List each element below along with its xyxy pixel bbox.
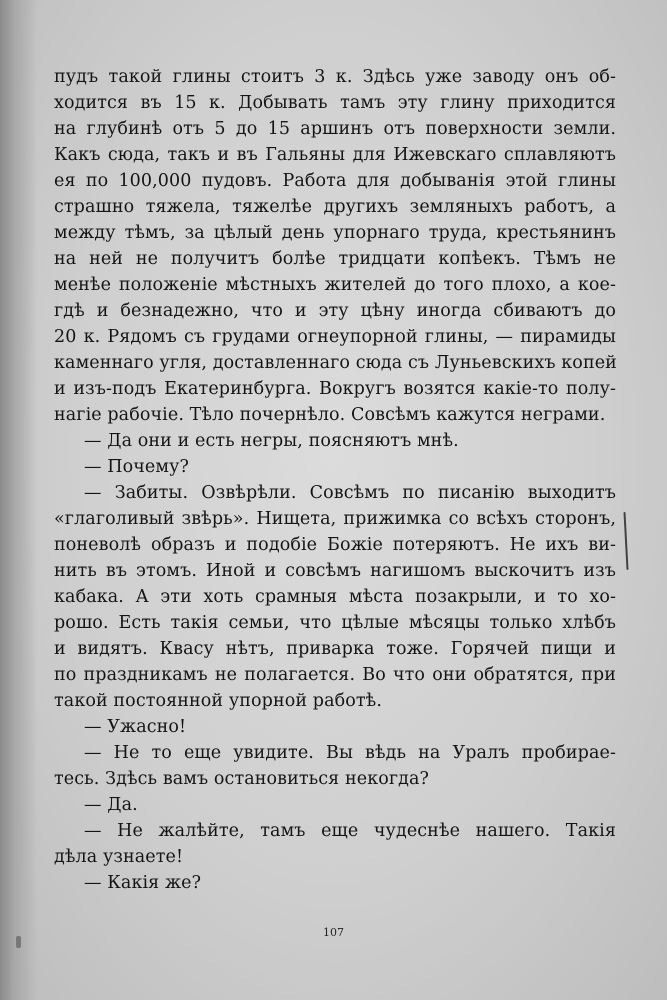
- text-line: рошо. Есть такія семьи, что цѣлые мѣсяцы только хлѣбъ: [54, 613, 616, 633]
- text-line: и видятъ. Квасу нѣтъ, приварка тоже. Горячей пищи и: [54, 639, 616, 659]
- text-line: нагіе рабочіе. Тѣло почернѣло. Совсѣмъ кажутся неграми.: [54, 405, 606, 425]
- text-line: на глубинѣ отъ 5 до 15 аршинъ отъ поверхности земли.: [54, 119, 616, 139]
- text-line: по праздникамъ не полагается. Во что они обратятся, при: [54, 665, 616, 685]
- text-line: на ней не получитъ болѣе тридцати копѣекъ. Тѣмъ не: [54, 249, 616, 269]
- text-line: гдѣ и безнадежно, что и эту цѣну иногда сбиваютъ до: [54, 301, 616, 321]
- page-number: 107: [323, 926, 344, 939]
- text-line: — Не жалѣйте, тамъ еще чудеснѣе нашего. Такія: [84, 821, 616, 841]
- page-gutter-shadow: [0, 0, 38, 1000]
- text-line: нить въ этомъ. Иной и совсѣмъ нагишомъ выскочитъ изъ: [54, 561, 616, 581]
- text-line: ея по 100,000 пудовъ. Работа для добыванія этой глины: [54, 171, 616, 191]
- text-line: — Да.: [84, 795, 138, 815]
- text-line: Какъ сюда, такъ и въ Гальяны для Ижевскаго сплавляютъ: [54, 145, 616, 165]
- text-line: такой постоянной упорной работѣ.: [54, 691, 382, 711]
- text-line: кабака. А эти хоть срамныя мѣста позакрыли, и то хо-: [54, 587, 616, 607]
- text-line: менѣе положеніе мѣстныхъ жителей до того плохо, а кое-: [54, 275, 616, 295]
- text-line: страшно тяжела, тяжелѣе другихъ земляныхъ работъ, а: [54, 197, 616, 217]
- text-line: каменнаго угля, доставленнаго сюда съ Луньевскихъ копей: [54, 353, 617, 373]
- text-line: пудъ такой глины стоитъ 3 к. Здѣсь уже заводу онъ об-: [54, 67, 616, 87]
- margin-pencil-mark: [623, 512, 628, 570]
- text-line: — Почему?: [84, 457, 189, 477]
- text-line: — Забиты. Озвѣрѣли. Совсѣмъ по писанію выходитъ: [84, 483, 616, 503]
- text-line: ходится въ 15 к. Добывать тамъ эту глину приходится: [54, 93, 616, 113]
- text-line: между тѣмъ, за цѣлый день упорнаго труда, крестьянинъ: [54, 223, 616, 243]
- text-line: поневолѣ образъ и подобіе Божіе потеряютъ. Не ихъ ви-: [54, 535, 616, 555]
- text-line: 20 к. Рядомъ съ грудами огнеупорной глины, — пирамиды: [54, 327, 616, 347]
- text-line: — Не то еще увидите. Вы вѣдь на Уралъ пробирае-: [84, 743, 616, 763]
- text-line: дѣла узнаете!: [54, 847, 184, 867]
- text-line: — Да они и есть негры, поясняютъ мнѣ.: [84, 431, 459, 451]
- text-line: — Ужасно!: [84, 717, 187, 737]
- text-line: тесь. Здѣсь вамъ остановиться некогда?: [54, 769, 430, 789]
- text-line: и изъ-подъ Екатеринбурга. Вокругъ возятся какіе-то полу-: [54, 379, 616, 399]
- text-line: «глаголивый звѣрь». Нищета, прижимка со всѣхъ сторонъ,: [54, 509, 616, 529]
- text-line: — Какія же?: [84, 873, 202, 893]
- body-text: [54, 64, 616, 896]
